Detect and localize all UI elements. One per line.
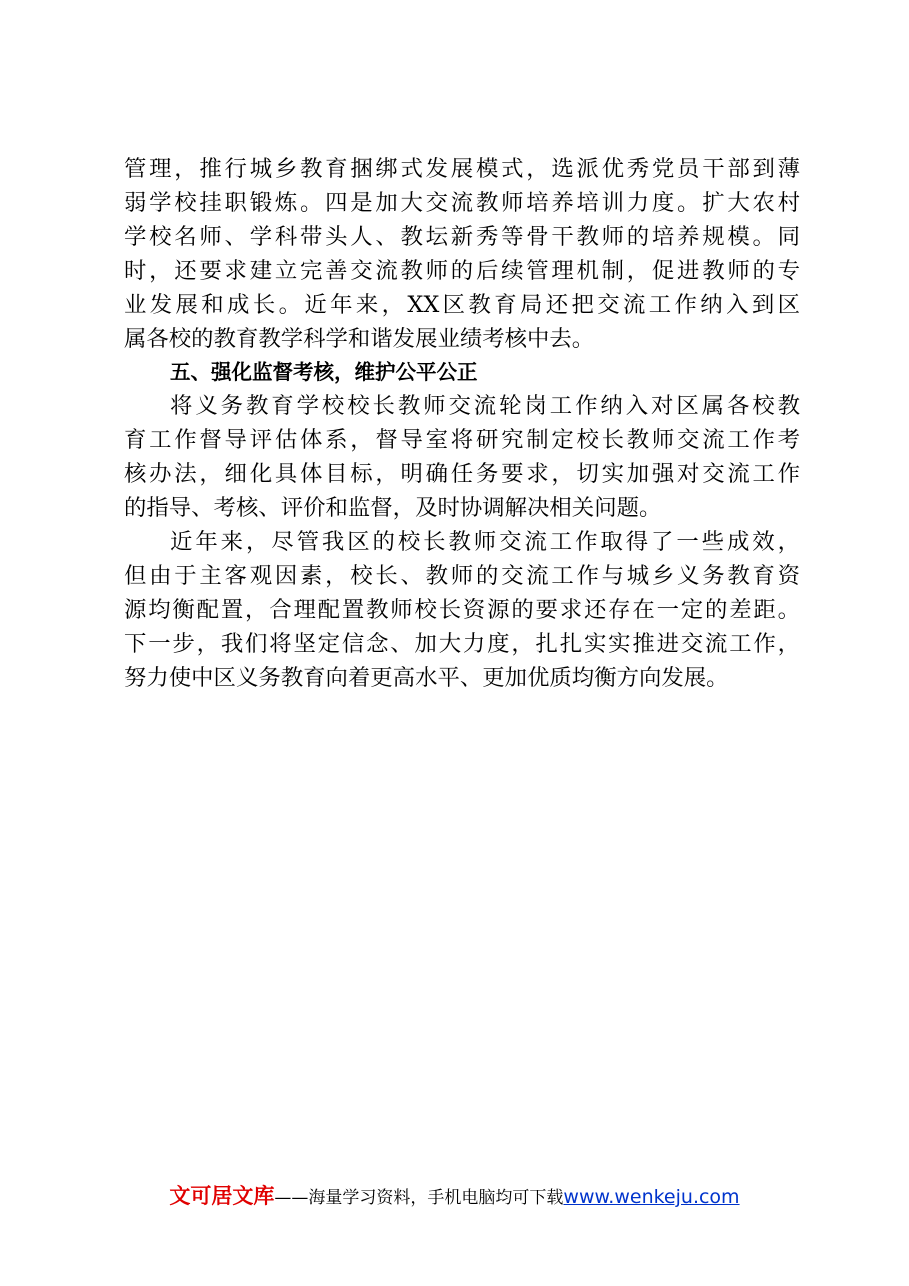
footer-site-link[interactable]: www.wenkeju.com [563, 1186, 740, 1208]
paragraph-2-line-4: 的指导、考核、评价和监督，及时协调解决相关问题。 [124, 495, 662, 521]
paragraph-2-line-3: 核办法，细化具体目标，明确任务要求，切实加强对交流工作 [124, 461, 800, 487]
paragraph-3-line-4: 下一步，我们将坚定信念、加大力度，扎扎实实推进交流工作， [124, 631, 800, 657]
paragraph-1-line-5: 业发展和成长。近年来，XX区教育局还把交流工作纳入到区 [124, 292, 800, 318]
section-heading-5: 五、强化监督考核，维护公平公正 [170, 360, 478, 384]
paragraph-1-line-2: 弱学校挂职锻炼。四是加大交流教师培养培训力度。扩大农村 [124, 190, 800, 216]
paragraph-1-line-6: 属各校的教育教学科学和谐发展业绩考核中去。 [124, 326, 595, 352]
paragraph-1-line-3: 学校名师、学科带头人、教坛新秀等骨干教师的培养规模。同 [124, 224, 800, 250]
paragraph-1-line-4: 时，还要求建立完善交流教师的后续管理机制，促进教师的专 [124, 258, 800, 284]
paragraph-3-line-3: 源均衡配置，合理配置教师校长资源的要求还存在一定的差距。 [124, 597, 800, 623]
paragraph-3-line-2: 但由于主客观因素，校长、教师的交流工作与城乡义务教育资 [124, 563, 800, 589]
paragraph-1-line-1: 管理，推行城乡教育捆绑式发展模式，选派优秀党员干部到薄 [124, 156, 800, 182]
paragraph-2-line-2: 育工作督导评估体系，督导室将研究制定校长教师交流工作考 [124, 427, 800, 453]
footer-brand: 文可居文库 [169, 1184, 275, 1208]
paragraph-3-line-5: 努力使中区义务教育向着更高水平、更加优质均衡方向发展。 [124, 665, 729, 691]
page-footer [0, 1181, 909, 1213]
paragraph-2-line-1: 将义务教育学校校长教师交流轮岗工作纳入对区属各校教 [170, 393, 800, 419]
footer-slogan: ——海量学习资料，手机电脑均可下载 [274, 1188, 564, 1208]
paragraph-3-line-1: 近年来，尽管我区的校长教师交流工作取得了一些成效， [170, 529, 800, 555]
